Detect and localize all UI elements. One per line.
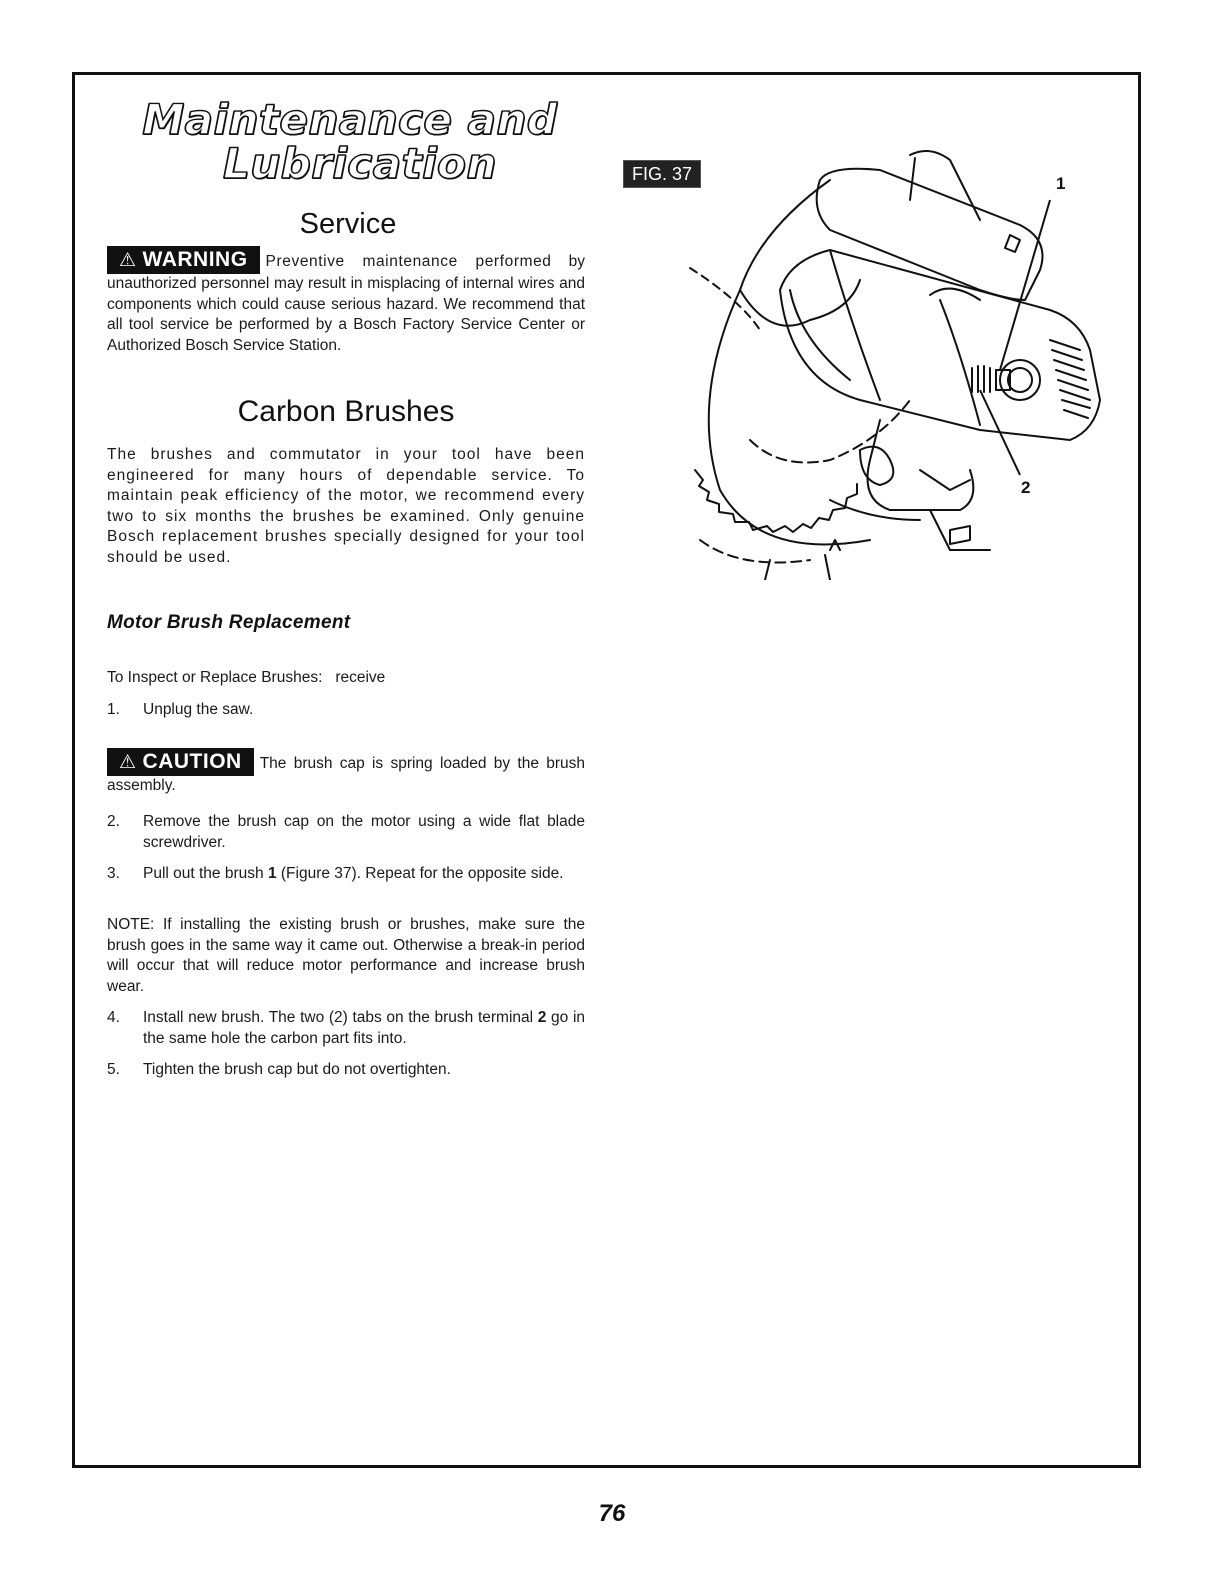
callout-2: 2 — [1021, 478, 1031, 497]
service-warning — [107, 246, 585, 356]
warning-badge: ⚠ WARNING — [107, 246, 260, 274]
callout-1-leader — [1000, 200, 1050, 370]
callout-2-leader — [980, 390, 1020, 475]
carbon-section — [107, 395, 585, 429]
step-3: 3. Pull out the brush 1 (Figure 37). Repeat for the opposite side. — [107, 865, 564, 882]
callout-1: 1 — [1056, 174, 1066, 193]
miter-saw-motor-illustration — [680, 140, 1120, 580]
carbon-text: The brushes and commutator in your tool have been engineered for many hours of dependable service. To maintain peak efficiency of the motor, we recommend every two to six months the brushes be examined. Only genuine Bosch replacement brushes specially designed for your tool should be used. — [107, 446, 585, 566]
caution-text: brush assembly. — [107, 755, 585, 794]
note: NOTE: If installing the existing brush or brushes, make sure the brush goes in the same way it came out. Otherwise a break-in period will occur that will reduce motor performance and increase brush wear. — [107, 916, 585, 995]
carbon-heading: Carbon Brushes — [237, 395, 455, 428]
step-5: 5. Tighten the brush cap but do not overtighten. — [107, 1061, 451, 1078]
motor-subheading-wrap — [107, 612, 585, 634]
caution-block — [107, 748, 585, 797]
caution-triangle-icon: ⚠ — [119, 752, 137, 773]
warning-triangle-icon: ⚠ — [119, 250, 137, 271]
carbon-body — [107, 445, 585, 568]
motor-intro: To Inspect or Replace Brushes: receive — [107, 669, 386, 686]
step-1: 1. Unplug the saw. — [107, 701, 254, 718]
figure-label: FIG. 37 — [623, 160, 701, 188]
step-2: 2. Remove the brush cap on the motor using a wide flat blade screwdriver. — [107, 813, 585, 851]
page-title: Maintenance and Lubrication — [142, 95, 558, 188]
warning-text-lead: Preventive maintenance performed — [265, 253, 552, 270]
caution-badge: ⚠ CAUTION — [107, 748, 254, 776]
motor-subheading: Motor Brush Replacement — [107, 612, 351, 633]
service-section — [107, 208, 585, 241]
page-number: 76 — [598, 1500, 626, 1527]
intro-extra: receive — [335, 669, 386, 686]
step-4: 4. Install new brush. The two (2) tabs on the brush terminal 2 go in the same hole the carbon part fits into. — [107, 1009, 586, 1047]
warning-text: by unauthorized personnel may result in misplacing of internal wires and components which could cause serious hazard. We recommend that all tool service be performed by a Bosch Factory Service Center or Authorized Bosch Service Station. — [107, 253, 585, 354]
service-heading: Service — [299, 208, 397, 240]
caution-text-lead: The brush cap is spring loaded by the — [259, 755, 539, 772]
